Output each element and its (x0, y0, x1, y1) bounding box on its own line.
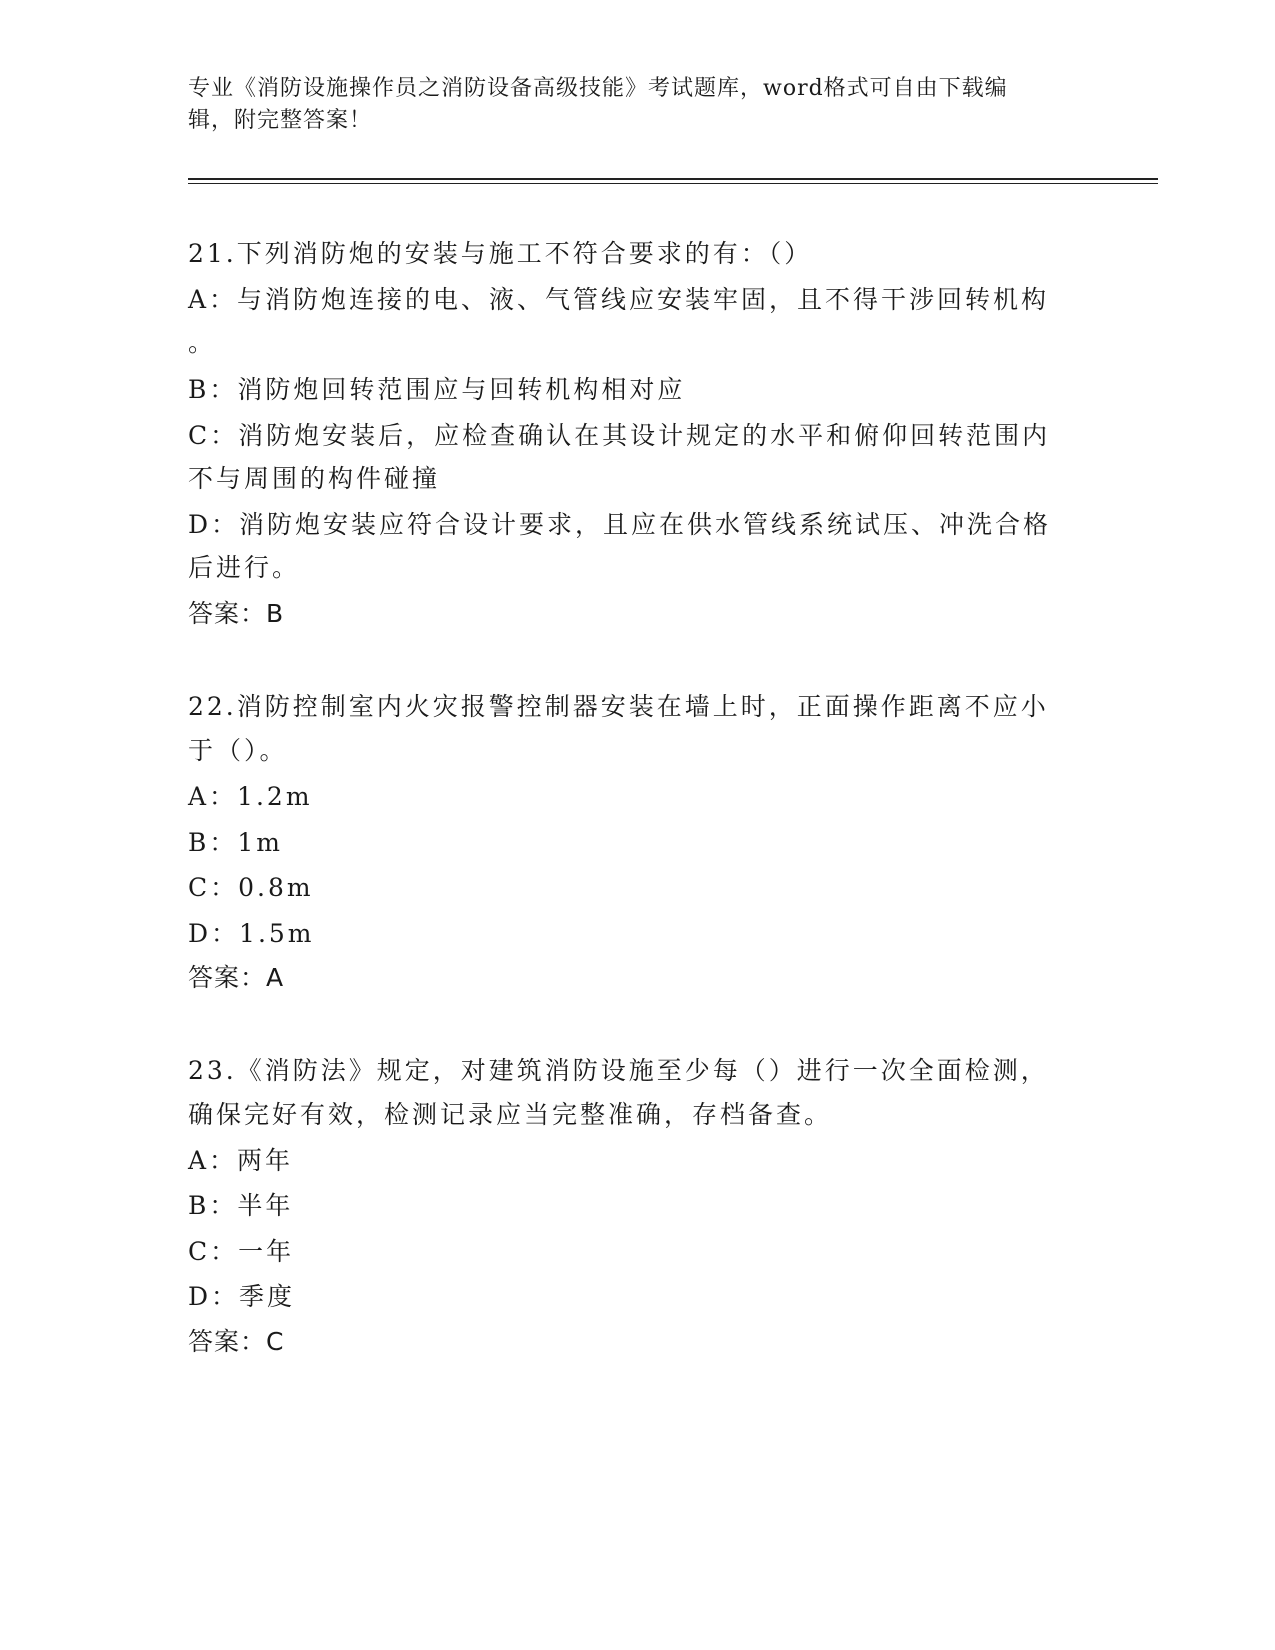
question-22-option-a: A：1.2m (188, 782, 313, 811)
header-line-1: 专业《消防设施操作员之消防设备高级技能》考试题库，word格式可自由下载编 (188, 76, 1008, 101)
question-21-option-b: B：消防炮回转范围应与回转机构相对应 (188, 375, 686, 404)
question-22-option-b: B：1m (188, 828, 283, 857)
question-23-option-b: B：半年 (188, 1191, 294, 1220)
question-23-answer: 答案：C (188, 1327, 285, 1356)
question-21-option-a: A：与消防炮连接的电、液、气管线应安装牢固，且不得干涉回转机构 (188, 285, 1050, 314)
question-23-stem: 23.《消防法》规定，对建筑消防设施至少每（）进行一次全面检测， (188, 1056, 1049, 1085)
header-divider-top (188, 178, 1158, 180)
question-21-answer: 答案：B (188, 599, 285, 628)
question-21-option-d: D：消防炮安装应符合设计要求，且应在供水管线系统试压、冲洗合格 (188, 510, 1052, 539)
question-22-answer: 答案：A (188, 963, 285, 992)
question-21-stem: 21.下列消防炮的安装与施工不符合要求的有：（） (188, 239, 813, 268)
question-23-option-c: C：一年 (188, 1237, 295, 1266)
question-23-stem-cont: 确保完好有效，检测记录应当完整准确，存档备查。 (188, 1100, 833, 1129)
question-21-option-c: C：消防炮安装后，应检查确认在其设计规定的水平和俯仰回转范围内 (188, 421, 1051, 450)
question-21-option-d-cont: 后进行。 (188, 553, 301, 582)
question-22-stem: 22.消防控制室内火灾报警控制器安装在墙上时，正面操作距离不应小 (188, 692, 1049, 721)
document-header (188, 73, 1088, 137)
question-21-option-a-cont: 。 (188, 328, 217, 357)
question-22-option-d: D：1.5m (188, 919, 315, 948)
question-22-stem-cont: 于（）。 (188, 736, 288, 765)
question-23-option-d: D：季度 (188, 1282, 296, 1311)
question-21-option-c-cont: 不与周围的构件碰撞 (188, 464, 441, 493)
header-line-2: 辑，附完整答案！ (188, 108, 373, 133)
question-22-option-c: C：0.8m (188, 873, 314, 902)
question-23-option-a: A：两年 (188, 1146, 294, 1175)
header-divider-bottom (188, 183, 1158, 184)
